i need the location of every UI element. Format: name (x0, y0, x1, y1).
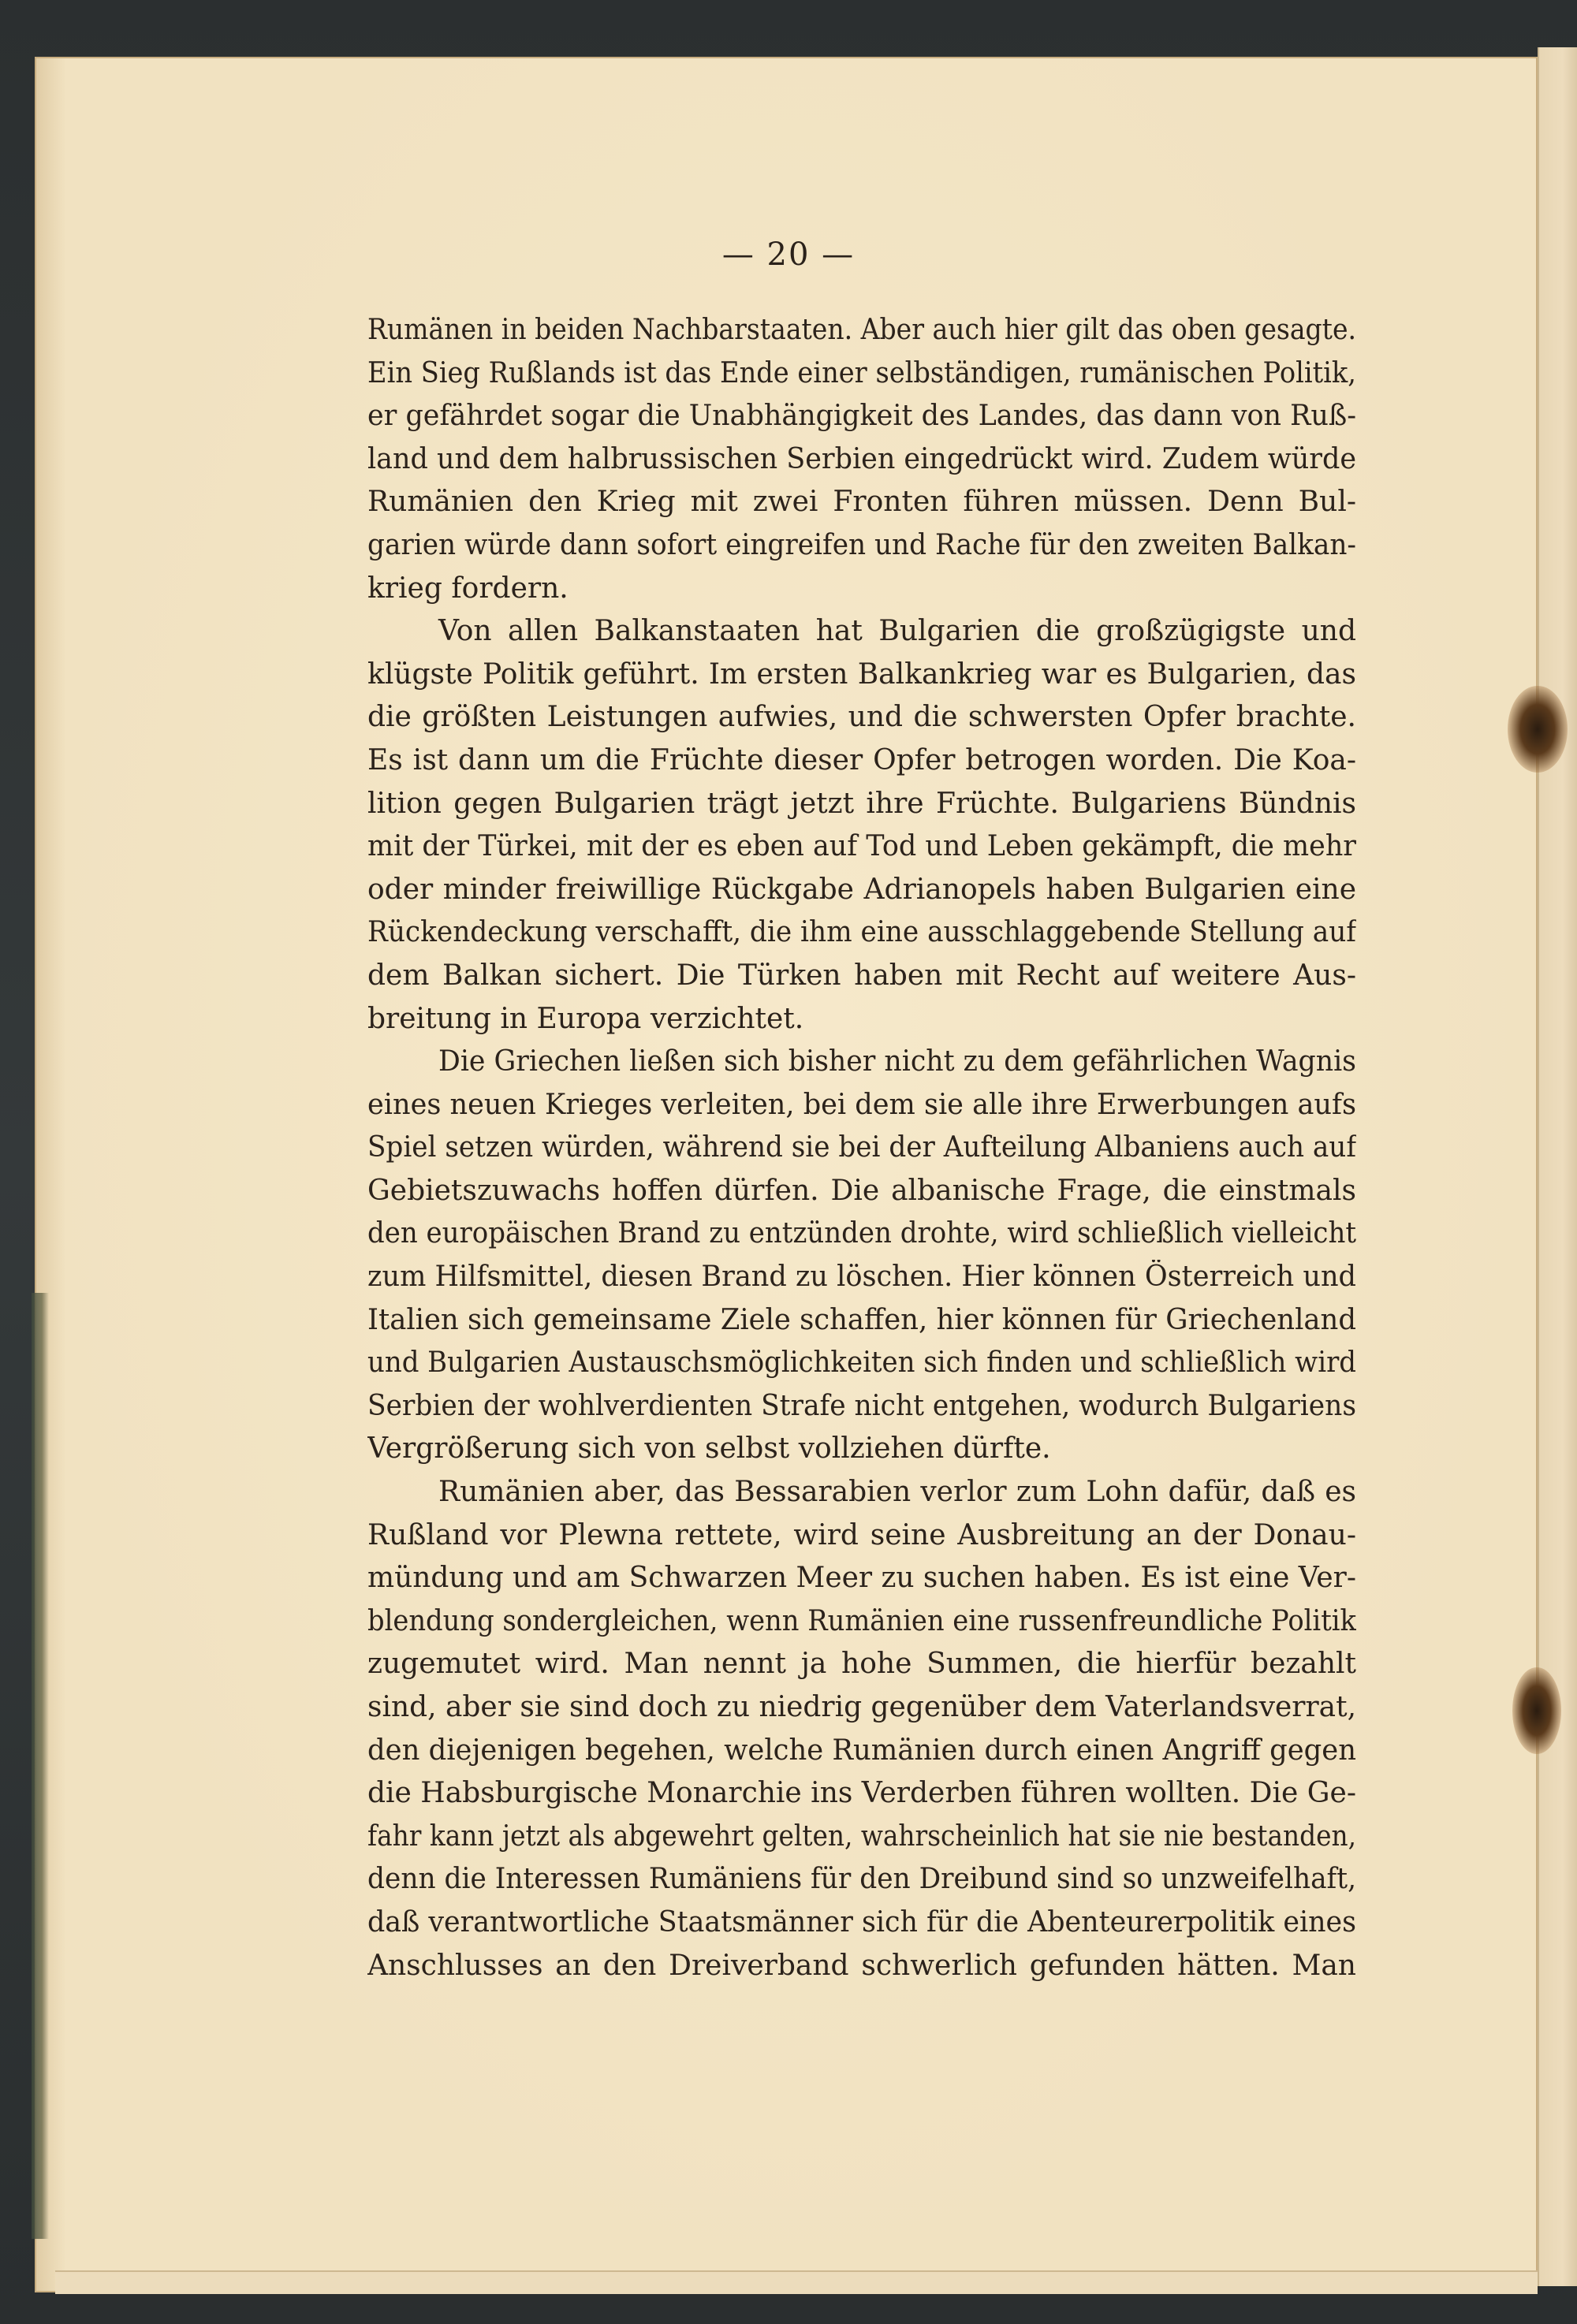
text-line: den europäischen Brand zu entzünden drohte, wird schließlich vielleicht (367, 1217, 1356, 1250)
body-text (367, 309, 1356, 1987)
text-line: garien würde dann sofort eingreifen und Rache für den zweiten Balkan- (367, 528, 1356, 561)
burn-stain-upper (1508, 686, 1568, 773)
text-line: zum Hilfsmittel, diesen Brand zu löschen. Hier können Österreich und (367, 1261, 1356, 1294)
page-number: — 20 — (721, 236, 856, 273)
text-line: Rußland vor Plewna rettete, wird seine Ausbreitung an der Donau- (367, 1518, 1356, 1551)
text-line: mit der Türkei, mit der es eben auf Tod und Leben gekämpft, die mehr (367, 830, 1356, 863)
text-line: die Habsburgische Monarchie ins Verderben führen wollten. Die Ge- (367, 1777, 1356, 1810)
text-line: breitung in Europa verzichtet. (367, 1002, 804, 1035)
binding-shadow (32, 1293, 49, 2239)
page-bottom-edge (55, 2270, 1538, 2294)
text-line: krieg fordern. (367, 572, 569, 605)
text-line: denn die Interessen Rumäniens für den Dreibund sind so unzweifelhaft, (367, 1863, 1356, 1896)
text-line: und Bulgarien Austauschsmöglichkeiten sich finden und schließlich wird (367, 1346, 1356, 1380)
text-line: oder minder freiwillige Rückgabe Adrianopels haben Bulgarien eine (367, 873, 1356, 906)
text-line: Italien sich gemeinsame Ziele schaffen, hier können für Griechenland (367, 1303, 1356, 1336)
text-line: dem Balkan sichert. Die Türken haben mit Recht auf weitere Aus- (367, 959, 1356, 992)
text-line: fahr kann jetzt als abgewehrt gelten, wahrscheinlich hat sie nie bestanden, (367, 1819, 1356, 1853)
text-line: Von allen Balkanstaaten hat Bulgarien die großzügigste und (438, 615, 1356, 648)
text-line: lition gegen Bulgarien trägt jetzt ihre Früchte. Bulgariens Bündnis (367, 787, 1356, 820)
text-line: daß verantwortliche Staatsmänner sich für die Abenteurerpolitik eines (367, 1905, 1356, 1939)
text-line: Spiel setzen würden, während sie bei der Aufteilung Albaniens auch auf (367, 1131, 1356, 1164)
text-line: Rückendeckung verschafft, die ihm eine ausschlaggebende Stellung auf (367, 916, 1356, 949)
text-line: Es ist dann um die Früchte dieser Opfer betrogen worden. Die Koa- (367, 743, 1356, 777)
text-line: blendung sondergleichen, wenn Rumänien eine russenfreundliche Politik (367, 1604, 1356, 1637)
next-page-edge (1538, 47, 1577, 2286)
text-line: sind, aber sie sind doch zu niedrig gegenüber dem Vaterlandsverrat, (367, 1691, 1356, 1723)
text-line: zugemutet wird. Man nennt ja hohe Summen, die hierfür bezahlt (367, 1648, 1356, 1681)
text-line: Rumänen in beiden Nachbarstaaten. Aber auch hier gilt das oben gesagte. (367, 314, 1356, 346)
text-line: klügste Politik geführt. Im ersten Balkankrieg war es Bulgarien, das (367, 657, 1356, 691)
text-line: Anschlusses an den Dreiverband schwerlich gefunden hätten. Man (367, 1949, 1356, 1982)
text-line: Serbien der wohlverdienten Strafe nicht entgehen, wodurch Bulgariens (367, 1389, 1356, 1422)
text-line: er gefährdet sogar die Unabhängigkeit des Landes, das dann von Ruß- (367, 400, 1356, 433)
text-line: Vergrößerung sich von selbst vollziehen dürfte. (367, 1432, 1051, 1466)
text-line: Ein Sieg Rußlands ist das Ende einer selbständigen, rumänischen Politik, (367, 356, 1356, 389)
text-line: Rumänien den Krieg mit zwei Fronten führen müssen. Denn Bul- (367, 486, 1356, 519)
text-line: Gebietszuwachs hoffen dürfen. Die albanische Frage, die einstmals (367, 1174, 1356, 1207)
burn-stain-lower (1512, 1667, 1561, 1754)
text-line: mündung und am Schwarzen Meer zu suchen haben. Es ist eine Ver- (367, 1562, 1356, 1595)
text-line: die größten Leistungen aufwies, und die schwersten Opfer brachte. (367, 701, 1356, 734)
text-line: eines neuen Krieges verleiten, bei dem sie alle ihre Erwerbungen aufs (367, 1088, 1356, 1121)
text-line: Rumänien aber, das Bessarabien verlor zum Lohn dafür, daß es (438, 1476, 1356, 1509)
text-line: land und dem halbrussischen Serbien eingedrückt wird. Zudem würde (367, 442, 1356, 475)
text-line: den diejenigen begehen, welche Rumänien durch einen Angriff gegen (367, 1734, 1356, 1767)
text-line: Die Griechen ließen sich bisher nicht zu dem gefährlichen Wagnis (438, 1045, 1356, 1078)
